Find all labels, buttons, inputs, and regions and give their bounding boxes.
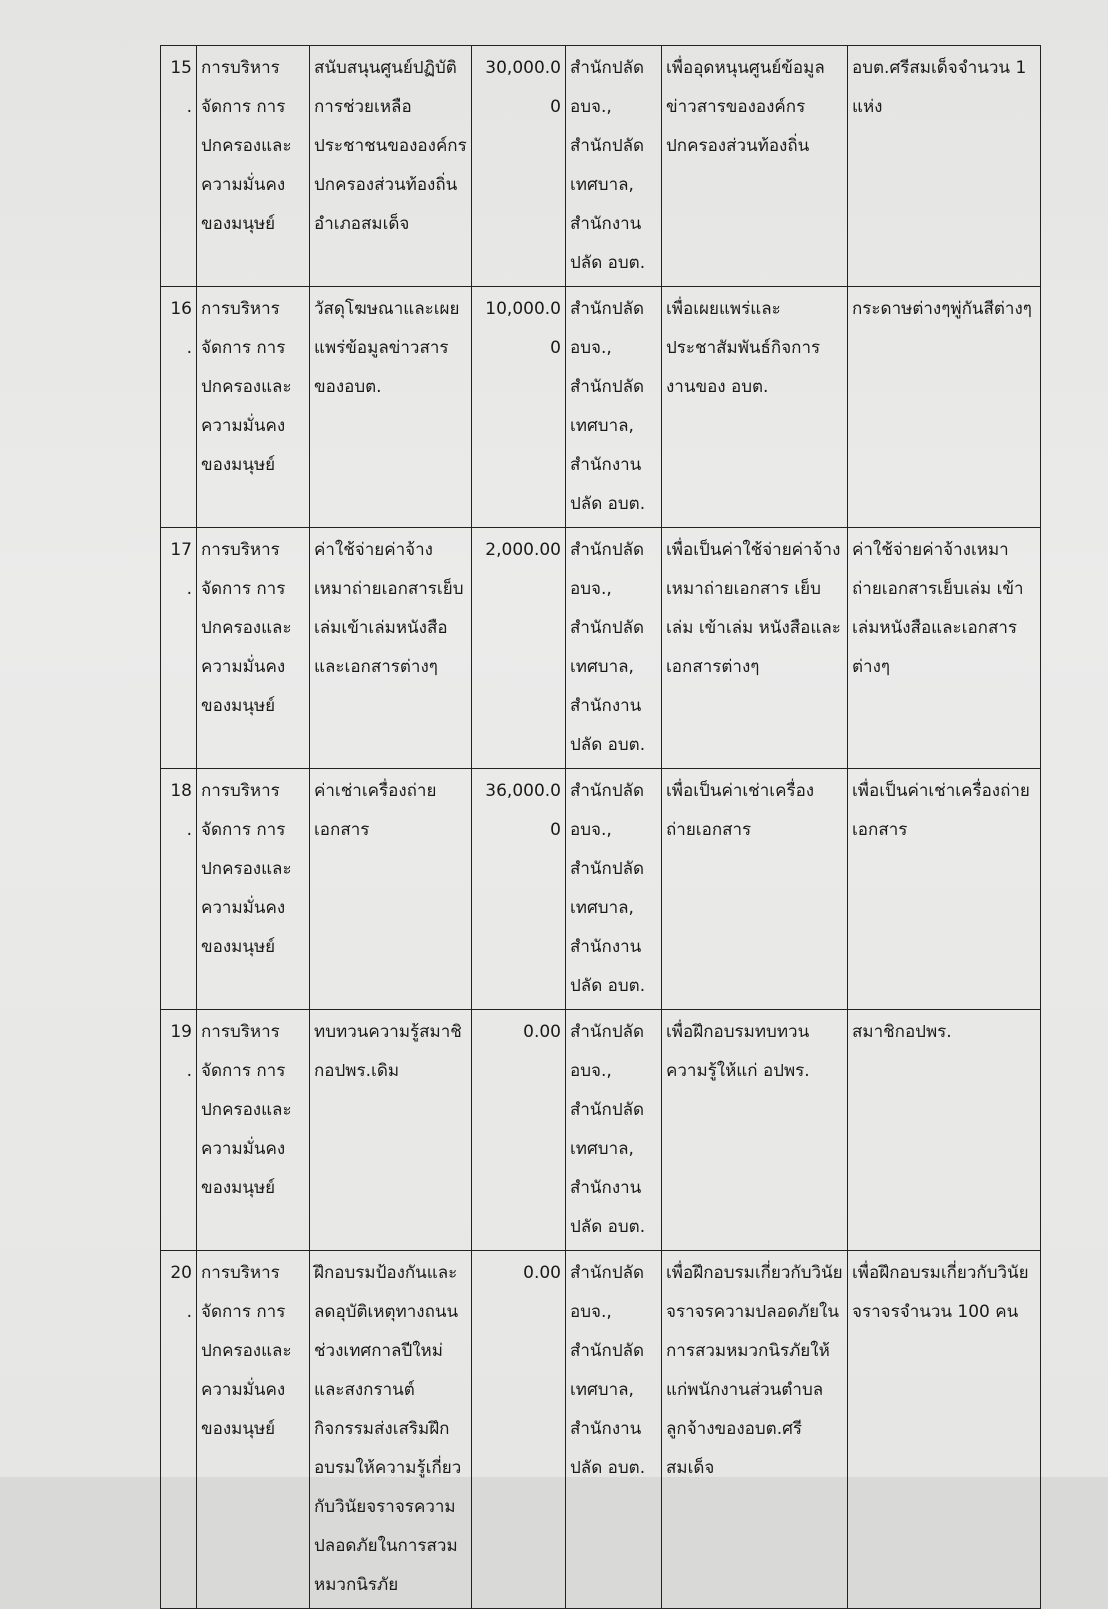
budget-cell: 0.00 [472,1010,566,1251]
project-cell: ค่าเช่าเครื่องถ่ายเอกสาร [310,769,472,1010]
budget-cell: 10,000.00 [472,287,566,528]
output-cell: ค่าใช้จ่ายค่าจ้างเหมาถ่ายเอกสารเย็บเล่ม เข้าเล่มหนังสือและเอกสารต่างๆ [848,528,1041,769]
agency-cell: สำนักปลัดอบจ., สำนักปลัดเทศบาล, สำนักงานปลัด อบต. [566,1251,662,1609]
project-cell: สนับสนุนศูนย์ปฏิบัติการช่วยเหลือประชาชนขององค์กรปกครองส่วนท้องถิ่นอำเภอสมเด็จ [310,46,472,287]
table-row [161,46,1041,287]
agency-cell: สำนักปลัดอบจ., สำนักปลัดเทศบาล, สำนักงานปลัด อบต. [566,528,662,769]
objective-cell: เพื่อเป็นค่าเช่าเครื่องถ่ายเอกสาร [662,769,848,1010]
strategy-cell: การบริหารจัดการ การปกครองและความมั่นคงของมนุษย์ [197,769,310,1010]
table-row [161,769,1041,1010]
objective-cell: เพื่อฝึกอบรมทบทวนความรู้ให้แก่ อปพร. [662,1010,848,1251]
output-cell: เพื่อเป็นค่าเช่าเครื่องถ่ายเอกสาร [848,769,1041,1010]
objective-cell: เพื่อเป็นค่าใช้จ่ายค่าจ้างเหมาถ่ายเอกสาร เย็บเล่ม เข้าเล่ม หนังสือและเอกสารต่างๆ [662,528,848,769]
row-number: 15. [161,46,197,287]
objective-cell: เพื่อเผยแพร่และประชาสัมพันธ์กิจการงานของ อบต. [662,287,848,528]
budget-cell: 0.00 [472,1251,566,1609]
project-cell: ฝึกอบรมป้องกันและลดอุบัติเหตุทางถนนช่วงเทศกาลปีใหม่และสงกรานต์กิจกรรมส่งเสริมฝึกอบรมให้ความรู้เกี่ยวกับวินัยจราจรความปลอดภัยในการสวมหมวกนิรภัย [310,1251,472,1609]
output-cell: กระดาษต่างๆพู่กันสีต่างๆ [848,287,1041,528]
output-cell: อบต.ศรีสมเด็จจำนวน 1 แห่ง [848,46,1041,287]
agency-cell: สำนักปลัดอบจ., สำนักปลัดเทศบาล, สำนักงานปลัด อบต. [566,769,662,1010]
project-table [160,45,1041,1609]
agency-cell: สำนักปลัดอบจ., สำนักปลัดเทศบาล, สำนักงานปลัด อบต. [566,1010,662,1251]
table-row [161,528,1041,769]
strategy-cell: การบริหารจัดการ การปกครองและความมั่นคงของมนุษย์ [197,1010,310,1251]
table-row [161,1251,1041,1609]
output-cell: เพื่อฝึกอบรมเกี่ยวกับวินัยจราจรจำนวน 100 คน [848,1251,1041,1609]
row-number: 17. [161,528,197,769]
strategy-cell: การบริหารจัดการ การปกครองและความมั่นคงของมนุษย์ [197,46,310,287]
objective-cell: เพื่ออุดหนุนศูนย์ข้อมูลข่าวสารขององค์กรปกครองส่วนท้องถิ่น [662,46,848,287]
project-cell: ค่าใช้จ่ายค่าจ้างเหมาถ่ายเอกสารเย็บเล่มเข้าเล่มหนังสือและเอกสารต่างๆ [310,528,472,769]
table-row [161,287,1041,528]
strategy-cell: การบริหารจัดการ การปกครองและความมั่นคงของมนุษย์ [197,287,310,528]
objective-cell: เพื่อฝึกอบรมเกี่ยวกับวินัยจราจรความปลอดภัยในการสวมหมวกนิรภัยให้แก่พนักงานส่วนตำบลลูกจ้างของอบต.ศรีสมเด็จ [662,1251,848,1609]
agency-cell: สำนักปลัดอบจ., สำนักปลัดเทศบาล, สำนักงานปลัด อบต. [566,46,662,287]
table-row [161,1010,1041,1251]
project-cell: วัสดุโฆษณาและเผยแพร่ข้อมูลข่าวสารของอบต. [310,287,472,528]
budget-cell: 36,000.00 [472,769,566,1010]
budget-cell: 30,000.00 [472,46,566,287]
row-number: 19. [161,1010,197,1251]
strategy-cell: การบริหารจัดการ การปกครองและความมั่นคงของมนุษย์ [197,1251,310,1609]
output-cell: สมาชิกอปพร. [848,1010,1041,1251]
row-number: 18. [161,769,197,1010]
agency-cell: สำนักปลัดอบจ., สำนักปลัดเทศบาล, สำนักงานปลัด อบต. [566,287,662,528]
strategy-cell: การบริหารจัดการ การปกครองและความมั่นคงของมนุษย์ [197,528,310,769]
row-number: 16. [161,287,197,528]
budget-cell: 2,000.00 [472,528,566,769]
row-number: 20. [161,1251,197,1609]
project-cell: ทบทวนความรู้สมาชิกอปพร.เดิม [310,1010,472,1251]
